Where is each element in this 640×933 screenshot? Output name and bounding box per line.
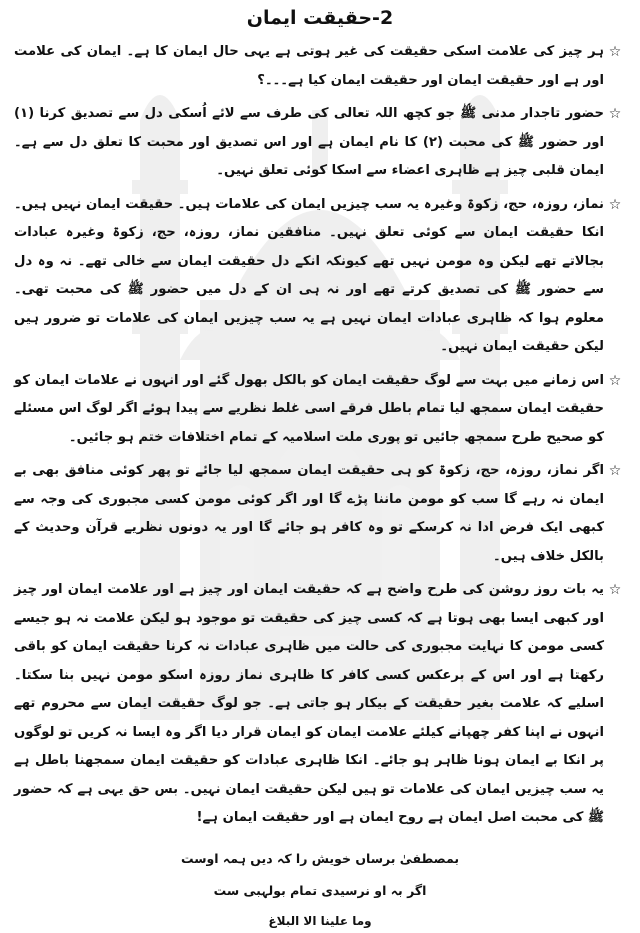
paragraph-text: ہر چیز کی علامت اسکی حقیقت کی غیر ہوتی ہے یہی حال ایمان کا ہے۔ ایمان کی علامت اور ہے اور حقیقت ایمان اور حقیقت ایمان کیا ہے۔۔۔؟ <box>14 44 604 88</box>
star-bullet-icon: ☆ <box>608 582 622 598</box>
star-bullet-icon: ☆ <box>608 196 622 213</box>
star-bullet-icon: ☆ <box>608 106 622 122</box>
couplet-line-1: بمصطفیٰ برساں خویش را کہ دیں ہمہ اوست <box>180 850 460 866</box>
paragraph-4 <box>14 367 626 453</box>
paragraph-text: حضور تاجدار مدنی ﷺ جو کچھ اللہ تعالی کی طرف سے لائے اُسکی دل سے تصدیق کرنا (۱) اور حضور ﷺ کی محبت (۲) کا نام ایمان ہے اور اس تصدیق اور محبت کا تعلق دل سے ہے۔ ایمان قلبی چیز ہے ظاہری اعضاء سے اسکا کوئی تعلق نہیں۔ <box>14 106 604 178</box>
star-bullet-icon: ☆ <box>608 44 622 60</box>
persian-couplet <box>14 843 626 933</box>
star-bullet-icon: ☆ <box>608 463 622 479</box>
paragraph-text: نماز، روزہ، حج، زکوۃ وغیرہ یہ سب چیزیں ایمان کی علامات ہیں۔ حقیقت ایمان نہیں ہیں۔ انکا حقیقت ایمان سے کوئی تعلق نہیں۔ منافقین نماز، روزہ، حج، زکوۃ وغیرہ عبادات بجالاتے تھے لیکن وہ مومن نہیں تھے کیونکہ انکے دل حقیقت ایمان سے خالی تھے۔ نہ وہ دل سے حضور ﷺ کی تصدیق کرتے تھے اور نہ ہی ان کے دل میں حضور ﷺ کی محبت تھی۔ معلوم ہوا کہ ظاہری عبادات ایمان نہیں ہے یہ سب چیزیں ایمان کی علامات تو ضرور ہیں لیکن حقیقت ایمان نہیں۔ <box>14 196 604 354</box>
paragraph-text: اگر نماز، روزہ، حج، زکوۃ کو ہی حقیقت ایمان سمجھ لیا جائے تو پھر کوئی منافق بھی بے ایمان نہ رہے گا سب کو مومن ماننا پڑے گا اور اگر کوئی مومن کسی مجبوری کی وجہ سے کبھی ایک فرض ادا نہ کرسکے تو وہ کافر ہو جائے گا اور یہ دونوں نظریے قرآن وحدیث کے بالکل خلاف ہیں۔ <box>14 463 604 564</box>
page-title: 2-حقیقت ایمان <box>246 7 394 29</box>
paragraph-text: اس زمانے میں بہت سے لوگ حقیقت ایمان کو بالکل بھول گئے اور انہوں نے علامات ایمان کو حقیقت ایمان سمجھ لیا تمام باطل فرقے اسی غلط نظریے سے پیدا ہوئے اگر لوگ اس مسئلے کو صحیح طرح سمجھ جائیں تو پوری ملت اسلامیہ کے تمام اختلافات ختم ہو جائیں۔ <box>14 372 604 445</box>
closing-phrase: وما علینا الا البلاغ <box>268 913 372 928</box>
paragraph-6 <box>14 576 626 833</box>
paragraph-2 <box>14 100 626 186</box>
paragraph-3 <box>14 191 626 362</box>
couplet-line-2: اگر بہ او نرسیدی تمام بولہبی ست <box>213 882 427 898</box>
paragraph-5 <box>14 457 626 571</box>
article <box>14 0 626 933</box>
paragraph-text: یہ بات روز روشن کی طرح واضح ہے کہ حقیقت ایمان اور چیز ہے اور علامت ایمان اور چیز اور کبھی ایسا بھی ہوتا ہے کہ کسی چیز کی حقیقت تو موجود ہو لیکن علامت نہ ہو جیسے کسی مومن کا نہایت مجبوری کی حالت میں ظاہری عبادات نہ کرنا حقیقت ایمان کو باقی رکھتا ہے اور اس کے برعکس کسی کافر کا ظاہری نماز روزہ اسکو مومن نہیں بنا سکتا۔ اسلیے کہ علامت بغیر حقیقت کے بیکار ہو جاتی ہے۔ جو لوگ حقیقت ایمان سے محروم تھے انہوں نے اپنا کفر چھپانے کیلئے علامت ایمان کو ایمان قرار دیا اگر وہ ایسا نہ کریں تو لوگوں پر انکا بے ایمان ہونا ظاہر ہو جائے۔ انکا ظاہری عبادات کو حقیقت ایمان سمجھنا باطل ہے یہ سب چیزیں ایمان کی علامات تو ہیں لیکن حقیقت ایمان نہیں۔ بس حق یہی ہے کہ حضور ﷺ کی محبت اصل ایمان ہے روح ایمان ہے اور حقیقت ایمان ہے! <box>14 582 604 825</box>
star-bullet-icon: ☆ <box>608 372 622 389</box>
paragraph-1 <box>14 38 626 95</box>
